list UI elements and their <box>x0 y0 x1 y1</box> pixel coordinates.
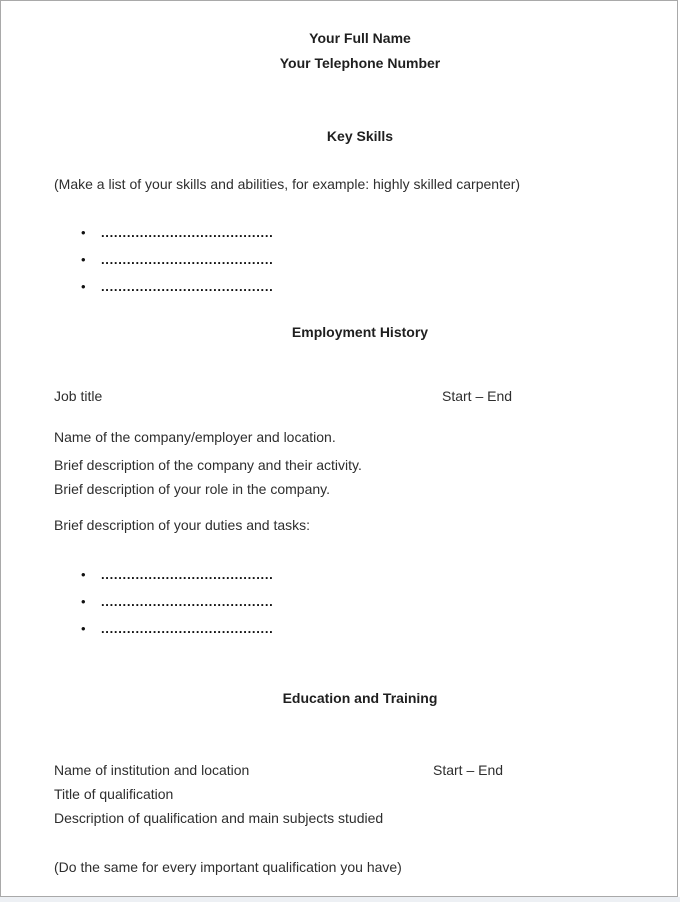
employment-history-title: Employment History <box>291 324 429 340</box>
employment-bullet-placeholder: ........................................ <box>101 621 274 636</box>
key-skills-hint: (Make a list of your skills and abilities, for example: highly skilled carpenter) <box>54 176 521 192</box>
key-skills-bullet-row <box>54 221 680 244</box>
key-skills-bullet-placeholder: ........................................ <box>101 279 274 294</box>
employment-bullet-placeholder: ........................................ <box>101 594 274 609</box>
key-skills-bullet-row <box>54 248 680 271</box>
key-skills-title: Key Skills <box>326 128 394 144</box>
education-header-row <box>54 759 666 781</box>
employment-company-line: Name of the company/employer and location. <box>54 429 336 445</box>
qualification-title-line: Title of qualification <box>54 786 174 802</box>
education-training-title: Education and Training <box>282 690 438 706</box>
bullet-icon: • <box>81 621 86 636</box>
key-skills-bullet-placeholder: ........................................ <box>101 225 274 240</box>
education-note: (Do the same for every important qualification you have) <box>54 859 402 875</box>
employment-activity-line: Brief description of the company and their activity. <box>54 457 362 473</box>
bullet-icon: • <box>81 225 86 240</box>
full-name-heading: Your Full Name <box>309 30 411 46</box>
footer-strip <box>0 897 680 902</box>
job-title-label: Job title <box>54 388 103 404</box>
key-skills-bullet-row <box>54 275 680 298</box>
employment-bullet-row <box>54 590 680 613</box>
key-skills-bullet-placeholder: ........................................ <box>101 252 274 267</box>
bullet-icon: • <box>81 252 86 267</box>
employment-date-range-label: Start – End <box>442 388 513 404</box>
bullet-icon: • <box>81 279 86 294</box>
employment-bullet-placeholder: ........................................ <box>101 567 274 582</box>
telephone-heading: Your Telephone Number <box>279 55 441 71</box>
employment-bullet-row <box>54 617 680 640</box>
employment-duties-label: Brief description of your duties and tasks: <box>54 517 311 533</box>
institution-label: Name of institution and location <box>54 762 250 778</box>
education-date-range-label: Start – End <box>433 762 504 778</box>
employment-role-line: Brief description of your role in the company. <box>54 481 330 497</box>
employment-bullet-row <box>54 563 680 586</box>
bullet-icon: • <box>81 567 86 582</box>
bullet-icon: • <box>81 594 86 609</box>
employment-header-row <box>54 385 666 407</box>
qualification-description-line: Description of qualification and main subjects studied <box>54 810 384 826</box>
